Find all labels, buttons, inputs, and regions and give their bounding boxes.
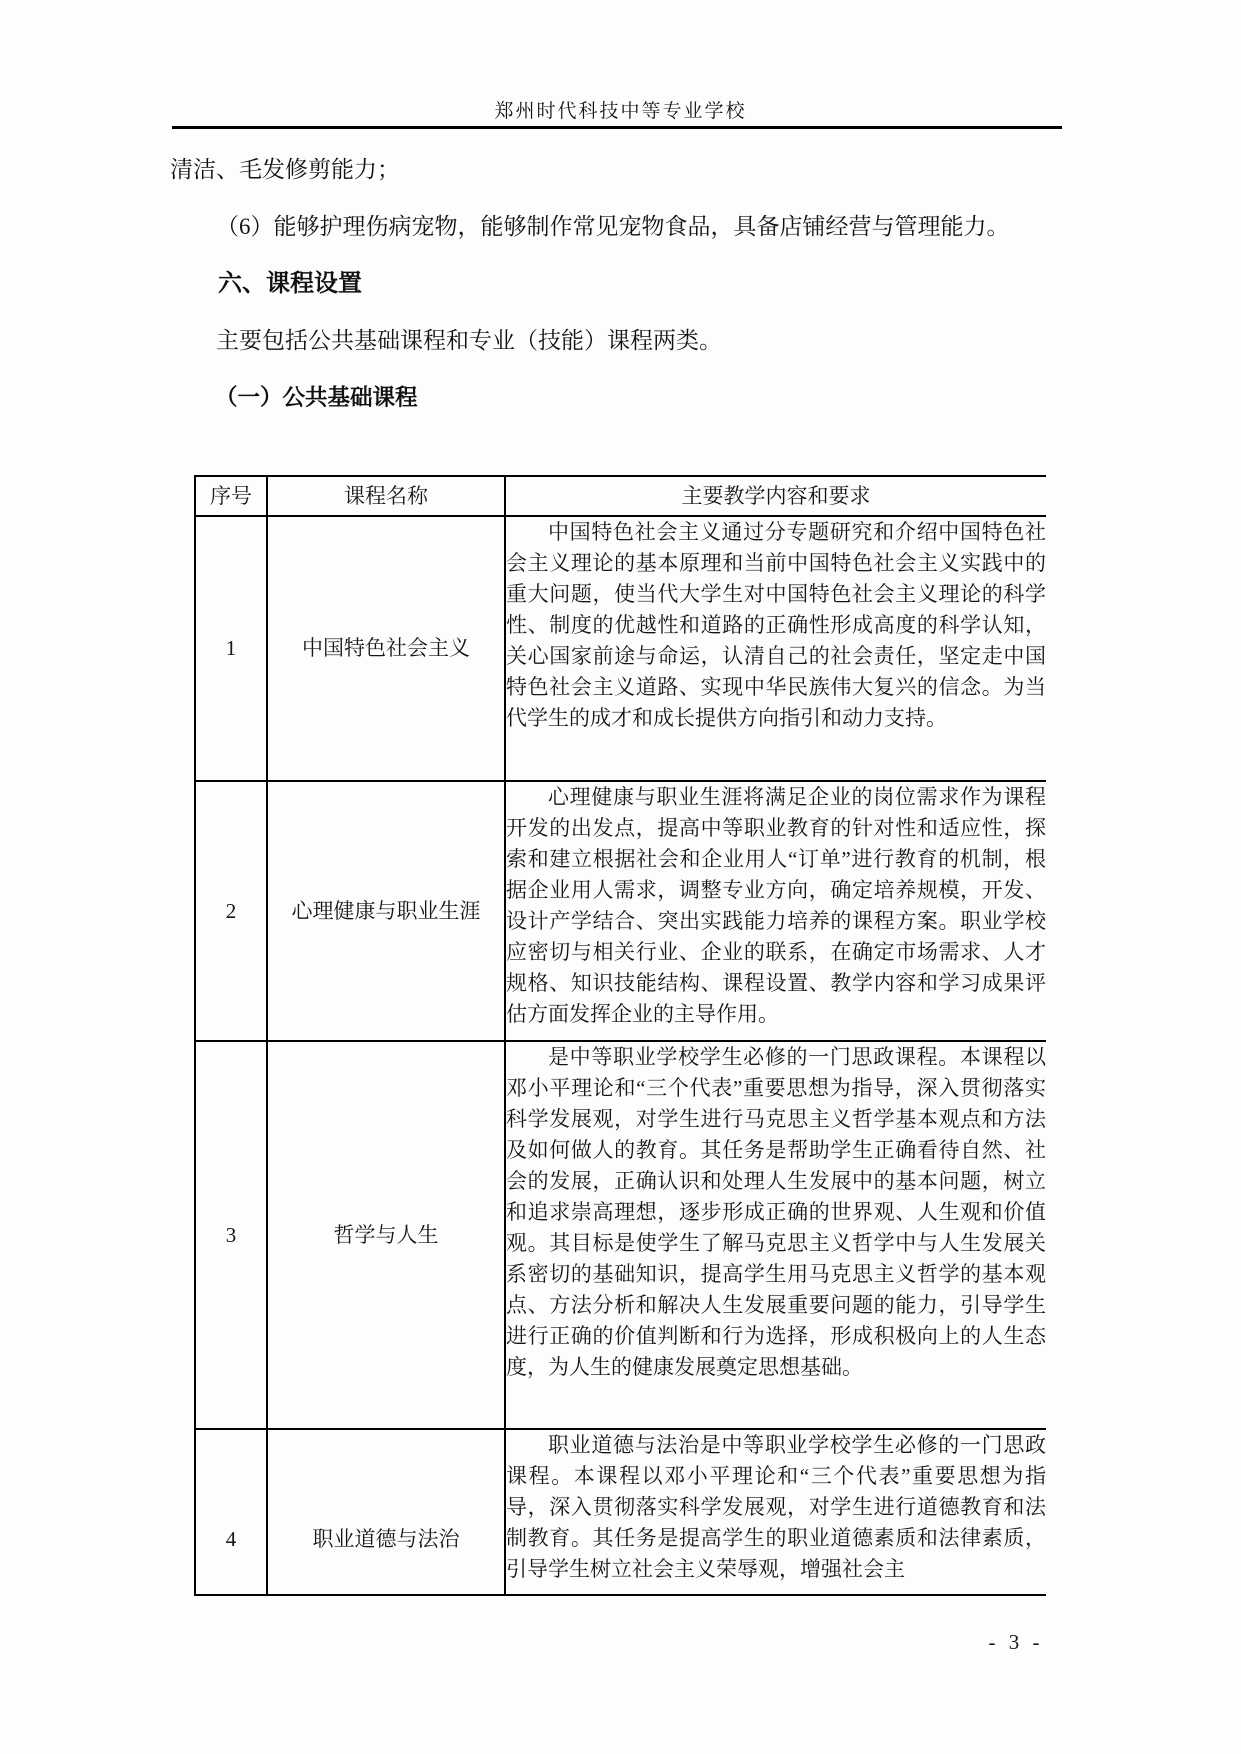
page-number: - 3 -: [988, 1630, 1044, 1654]
course-table-container: [194, 475, 1046, 1596]
course-name-cell: 中国特色社会主义: [267, 516, 505, 781]
header-rule: [172, 126, 1062, 129]
course-content-cell: 心理健康与职业生涯将满足企业的岗位需求作为课程开发的出发点，提高中等职业教育的针对性和适应性，探索和建立根据社会和企业用人“订单”进行教育的机制，根据企业用人需求，调整专业方向，确定培养规模，开发、设计产学结合、突出实践能力培养的课程方案。职业学校应密切与相关行业、企业的联系，在确定市场需求、人才规格、知识技能结构、课程设置、教学内容和学习成果评估方面发挥企业的主导作用。: [505, 781, 1046, 1041]
course-table: [194, 475, 1046, 1596]
course-content-cell: 中国特色社会主义通过分专题研究和介绍中国特色社会主义理论的基本原理和当前中国特色社会主义实践中的重大问题，使当代大学生对中国特色社会主义理论的科学性、制度的优越性和道路的正确性形成高度的科学认知，关心国家前途与命运，认清自己的社会责任，坚定走中国特色社会主义道路、实现中华民族伟大复兴的信念。为当代学生的成才和成长提供方向指引和动力支持。: [505, 516, 1046, 781]
section-intro: 主要包括公共基础课程和专业（技能）课程两类。: [216, 328, 722, 353]
document-body: [170, 141, 1067, 426]
header-teaching-content: 主要教学内容和要求: [505, 476, 1046, 516]
header-serial-number: 序号: [195, 476, 267, 516]
row-number-cell: 3: [195, 1041, 267, 1429]
course-name-cell: 心理健康与职业生涯: [267, 781, 505, 1041]
course-name-cell: 哲学与人生: [267, 1041, 505, 1429]
header-course-name: 课程名称: [267, 476, 505, 516]
table-header-row: [195, 476, 1046, 516]
section-heading-curriculum: 六、课程设置: [218, 270, 362, 297]
course-content-cell: 是中等职业学校学生必修的一门思政课程。本课程以邓小平理论和“三个代表”重要思想为指导，深入贯彻落实科学发展观，对学生进行马克思主义哲学基本观点和方法及如何做人的教育。其任务是帮助学生正确看待自然、社会的发展，正确认识和处理人生发展中的基本问题，树立和追求崇高理想，逐步形成正确的世界观、人生观和价值观。其目标是使学生了解马克思主义哲学中与人生发展关系密切的基础知识，提高学生用马克思主义哲学的基本观点、方法分析和解决人生发展重要问题的能力，引导学生进行正确的价值判断和行为选择，形成积极向上的人生态度，为人生的健康发展奠定思想基础。: [505, 1041, 1046, 1429]
row-number-cell: 2: [195, 781, 267, 1041]
row-number-cell: 1: [195, 516, 267, 781]
table-row: [195, 781, 1046, 1041]
table-row: [195, 1429, 1046, 1596]
table-row: [195, 516, 1046, 781]
paragraph-grooming-ability: 清洁、毛发修剪能力；: [170, 157, 400, 182]
course-content-cell: 职业道德与法治是中等职业学校学生必修的一门思政课程。本课程以邓小平理论和“三个代表”重要思想为指导，深入贯彻落实科学发展观，对学生进行道德教育和法制教育。其任务是提高学生的职业道德素质和法律素质，引导学生树立社会主义荣辱观，增强社会主: [505, 1429, 1046, 1596]
paragraph-item-6: （6）能够护理伤病宠物，能够制作常见宠物食品，具备店铺经营与管理能力。: [216, 214, 1010, 239]
course-name-cell: 职业道德与法治: [267, 1429, 505, 1596]
table-row: [195, 1041, 1046, 1429]
running-header: [172, 96, 1069, 123]
row-number-cell: 4: [195, 1429, 267, 1596]
course-table-body: [195, 516, 1046, 1596]
school-name: 郑州时代科技中等专业学校: [494, 101, 747, 122]
subsection-heading-public-basic-courses: （一）公共基础课程: [215, 385, 418, 410]
